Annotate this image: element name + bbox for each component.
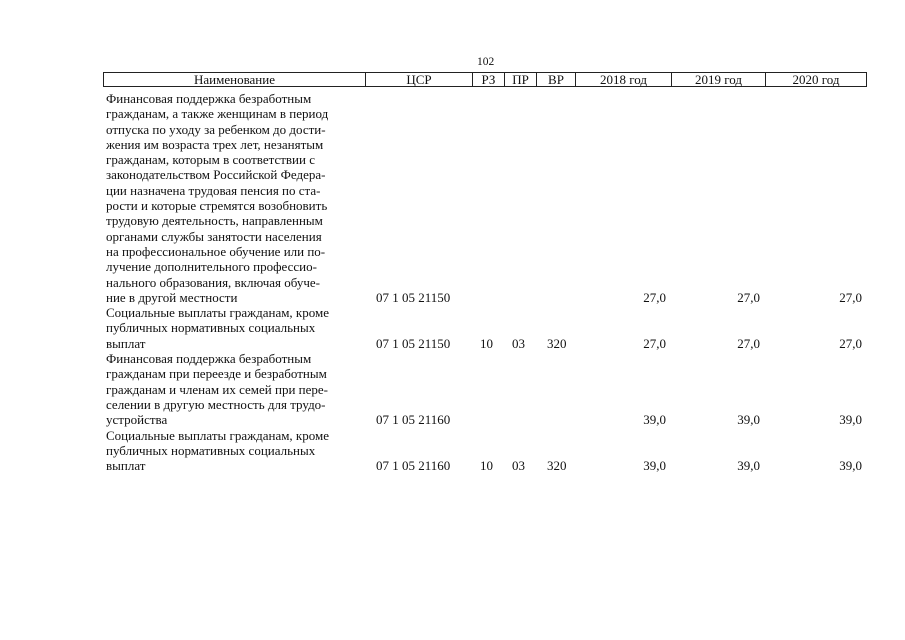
row-name-line: устройства [106,412,168,428]
row-name [106,305,368,351]
table-row [0,305,905,351]
row-name-line: выплат [106,458,146,474]
row-name-line: публичных нормативных социальных [106,442,316,458]
row-value-2019: 39,0 [737,412,760,428]
row-name-line: отпуска по уходу за ребенком до дости- [106,121,326,137]
row-csr: 07 1 05 21150 [376,289,451,305]
row-pr: 03 [512,458,525,474]
header-pr: ПР [504,72,537,87]
row-name-line: ции назначена трудовая пенсия по ста- [106,182,321,198]
row-name-line: органами службы занятости населения [106,228,322,244]
row-name-line: Финансовая поддержка безработным [106,351,312,367]
row-value-2020: 27,0 [839,289,862,305]
row-name-line: на профессиональное обучение или по- [106,243,326,259]
row-name-line: ние в другой местности [106,289,238,305]
row-vr: 320 [547,458,567,474]
row-value-2018: 27,0 [643,289,666,305]
row-csr: 07 1 05 21160 [376,412,451,428]
row-value-2020: 39,0 [839,412,862,428]
header-name: Наименование [103,72,366,87]
row-name-line: гражданам при переезде и безработным [106,366,327,382]
row-name-line: гражданам и членам их семей при пере- [106,381,328,397]
row-value-2019: 39,0 [737,458,760,474]
header-2020: 2020 год [765,72,867,87]
row-name-line: публичных нормативных социальных [106,320,316,336]
row-name-line: выплат [106,335,146,351]
row-rz: 10 [480,335,493,351]
row-pr: 03 [512,335,525,351]
table-row [0,91,905,305]
row-name-line: Социальные выплаты гражданам, кроме [106,305,329,321]
row-value-2019: 27,0 [737,335,760,351]
row-value-2019: 27,0 [737,289,760,305]
row-name-line: жения им возраста трех лет, незанятым [106,136,324,152]
table-row [0,428,905,474]
header-csr: ЦСР [365,72,473,87]
row-name-line: селении в другую местность для трудо- [106,396,326,412]
row-value-2018: 39,0 [643,458,666,474]
row-csr: 07 1 05 21160 [376,458,451,474]
row-name-line: лучение дополнительного профессио- [106,259,317,275]
header-2018: 2018 год [575,72,672,87]
row-name-line: гражданам, а также женщинам в период [106,106,329,122]
row-rz: 10 [480,458,493,474]
row-value-2020: 27,0 [839,335,862,351]
row-name-line: трудовую деятельность, направленным [106,213,323,229]
table-row [0,351,905,428]
row-value-2018: 39,0 [643,412,666,428]
row-name-line: рости и которые стремятся возобновить [106,198,328,214]
page-number: 102 [477,56,495,68]
header-vr: ВР [536,72,576,87]
row-name-line: Социальные выплаты гражданам, кроме [106,427,329,443]
row-name [106,351,368,427]
row-name [106,428,368,474]
header-2019: 2019 год [671,72,766,87]
row-name-line: гражданам, которым в соответствии с [106,152,315,168]
row-value-2018: 27,0 [643,335,666,351]
row-vr: 320 [547,335,567,351]
row-name-line: Финансовая поддержка безработным [106,91,312,106]
row-csr: 07 1 05 21150 [376,335,451,351]
row-value-2020: 39,0 [839,458,862,474]
row-name [106,91,368,305]
header-rz: РЗ [472,72,505,87]
row-name-line: нального образования, включая обуче- [106,274,320,290]
row-name-line: законодательством Российской Федера- [106,167,326,183]
